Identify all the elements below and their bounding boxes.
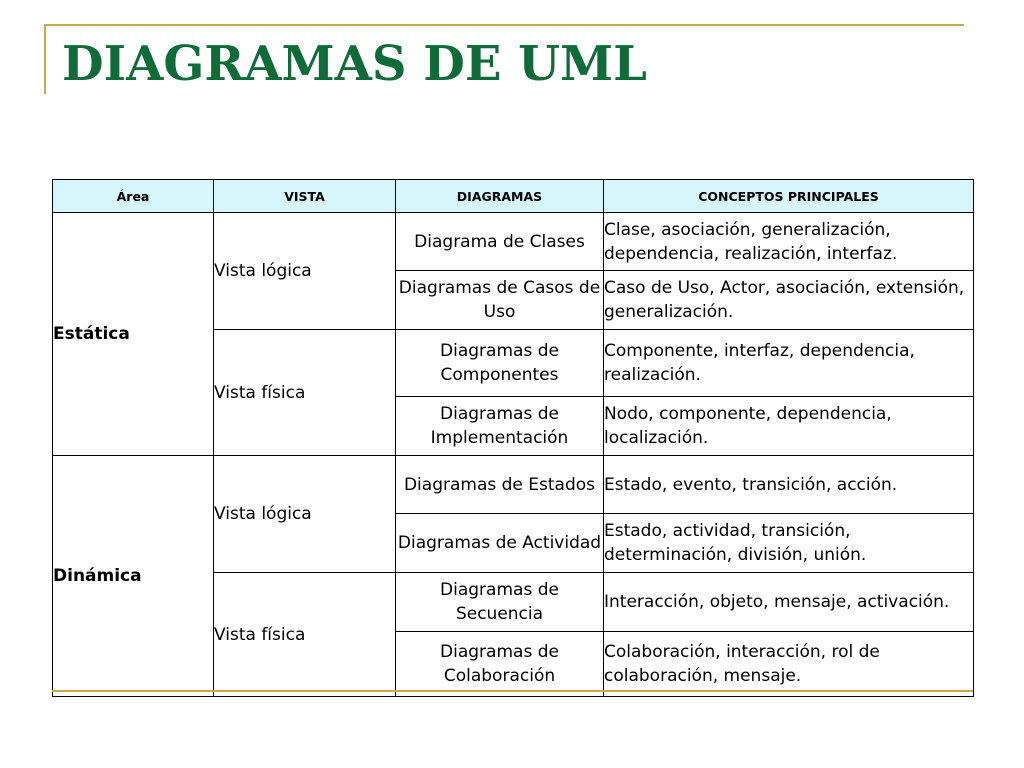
diagram-cell: Diagramas de Implementación — [396, 397, 604, 456]
diagram-cell: Diagramas de Casos de Uso — [396, 271, 604, 330]
vista-cell: Vista lógica — [214, 456, 396, 573]
concepts-cell: Estado, actividad, transición, determinación, división, unión. — [604, 514, 974, 573]
header-vista: VISTA — [214, 180, 396, 213]
concepts-cell: Colaboración, interacción, rol de colaboración, mensaje. — [604, 632, 974, 697]
header-conceptos: CONCEPTOS PRINCIPALES — [604, 180, 974, 213]
diagram-cell: Diagramas de Colaboración — [396, 632, 604, 697]
diagram-cell: Diagramas de Componentes — [396, 330, 604, 397]
table-row — [53, 456, 974, 514]
diagram-cell: Diagrama de Clases — [396, 213, 604, 271]
vista-cell: Vista lógica — [214, 213, 396, 330]
concepts-cell: Clase, asociación, generalización, dependencia, realización, interfaz. — [604, 213, 974, 271]
vista-cell: Vista física — [214, 330, 396, 456]
slide-title: DIAGRAMAS DE UML — [62, 36, 647, 92]
header-area: Área — [53, 180, 214, 213]
concepts-cell: Nodo, componente, dependencia, localización. — [604, 397, 974, 456]
diagram-cell: Diagramas de Secuencia — [396, 573, 604, 632]
uml-diagrams-table — [52, 179, 974, 697]
title-accent-rule-left — [44, 24, 46, 94]
table-accent-rule-bottom — [52, 690, 973, 692]
diagram-cell: Diagramas de Estados — [396, 456, 604, 514]
diagram-cell: Diagramas de Actividad — [396, 514, 604, 573]
concepts-cell: Estado, evento, transición, acción. — [604, 456, 974, 514]
concepts-cell: Interacción, objeto, mensaje, activación. — [604, 573, 974, 632]
header-diagramas: DIAGRAMAS — [396, 180, 604, 213]
table-row — [53, 213, 974, 271]
concepts-cell: Componente, interfaz, dependencia, realización. — [604, 330, 974, 397]
table-header-row — [53, 180, 974, 213]
area-cell-dinamica: Dinámica — [53, 456, 214, 697]
vista-cell: Vista física — [214, 573, 396, 697]
area-cell-estatica: Estática — [53, 213, 214, 456]
title-accent-rule-top — [44, 24, 964, 26]
concepts-cell: Caso de Uso, Actor, asociación, extensión, generalización. — [604, 271, 974, 330]
